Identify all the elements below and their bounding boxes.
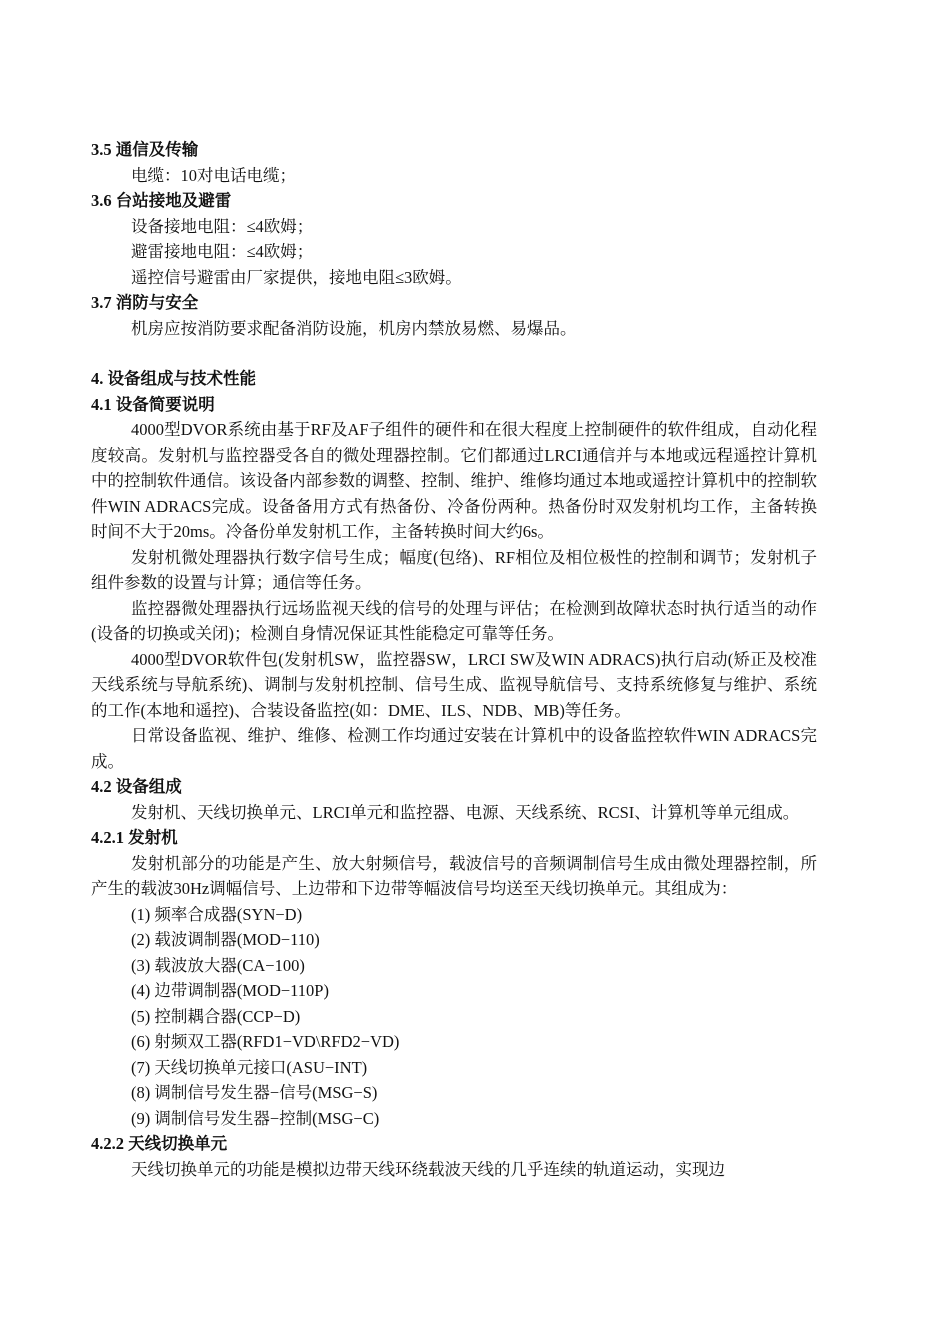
text-line: 避雷接地电阻：≤4欧姆； <box>131 242 314 261</box>
list-item: (9) 调制信号发生器−控制(MSG−C) <box>131 1108 380 1128</box>
document-page <box>91 137 817 1182</box>
list-item: (4) 边带调制器(MOD−110P) <box>131 981 329 1000</box>
section-heading-3-5: 3.5 通信及传输 <box>91 140 199 159</box>
section-heading-4-1: 4.1 设备简要说明 <box>91 394 215 414</box>
paragraph: 4000型DVOR软件包(发射机SW，监控器SW，LRCI SW及WIN ADRACS)执行启动(矫正及校准天线系统与导航系统)、调制与发射机控制、信号生成、监视导航信号、支持系统修复与维护、系统的工作(本地和遥控)、合装设备监控(如：DME、ILS、NDB、MB)等任务。 <box>91 649 817 720</box>
list-item: (2) 载波调制器(MOD−110) <box>131 930 320 949</box>
text-line: 电缆：10对电话电缆； <box>131 165 296 185</box>
text-line: 设备接地电阻：≤4欧姆； <box>131 216 314 236</box>
paragraph: 4000型DVOR系统由基于RF及AF子组件的硬件和在很大程度上控制硬件的软件组成，自动化程度较高。发射机与监控器受各自的微处理器控制。它们都通过LRCI通信并与本地或远程遥控计算机中的控制软件通信。该设备内部参数的调整、控制、维护、维修均通过本地或遥控计算机中的控制软件WIN ADRACS完成。设备备用方式有热备份、冷备份两种。热备份时双发射机均工作，主备转换时间不大于20ms。冷备份单发射机工作，主备转换时间大约6s。 <box>91 420 817 541</box>
paragraph: 发射机、天线切换单元、LRCI单元和监控器、电源、天线系统、RCSI、计算机等单元组成。 <box>131 802 800 822</box>
list-item: (8) 调制信号发生器−信号(MSG−S) <box>131 1083 378 1102</box>
paragraph: 监控器微处理器执行远场监视天线的信号的处理与评估；在检测到故障状态时执行适当的动作(设备的切换或关闭)；检测自身情况保证其性能稳定可靠等任务。 <box>91 598 817 643</box>
paragraph: 天线切换单元的功能是模拟边带天线环绕载波天线的几乎连续的轨道运动，实现边 <box>131 1159 725 1179</box>
text-line: 机房应按消防要求配备消防设施，机房内禁放易燃、易爆品。 <box>131 318 577 338</box>
section-heading-4-2: 4.2 设备组成 <box>91 777 182 796</box>
component-list <box>91 902 817 1132</box>
list-item: (1) 频率合成器(SYN−D) <box>131 904 303 924</box>
paragraph: 发射机部分的功能是产生、放大射频信号，载波信号的音频调制信号生成由微处理器控制，所产生的载波30Hz调幅信号、上边带和下边带等幅波信号均送至天线切换单元。其组成为： <box>91 853 817 898</box>
section-heading-3-6: 3.6 台站接地及避雷 <box>91 191 232 210</box>
spacer <box>91 341 817 366</box>
paragraph: 日常设备监视、维护、维修、检测工作均通过安装在计算机中的设备监控软件WIN ADRACS完成。 <box>91 726 817 771</box>
section-heading-3-7: 3.7 消防与安全 <box>91 293 199 312</box>
section-heading-4: 4. 设备组成与技术性能 <box>91 369 256 388</box>
list-item: (5) 控制耦合器(CCP−D) <box>131 1006 301 1026</box>
section-heading-4-2-1: 4.2.1 发射机 <box>91 828 178 847</box>
section-heading-4-2-2: 4.2.2 天线切换单元 <box>91 1134 228 1153</box>
list-item: (7) 天线切换单元接口(ASU−INT) <box>131 1057 368 1077</box>
paragraph: 发射机微处理器执行数字信号生成；幅度(包络)、RF相位及相位极性的控制和调节；发射机子组件参数的设置与计算；通信等任务。 <box>91 547 817 592</box>
text-line: 遥控信号避雷由厂家提供，接地电阻≤3欧姆。 <box>131 267 462 287</box>
list-item: (3) 载波放大器(CA−100) <box>131 955 305 975</box>
list-item: (6) 射频双工器(RFD1−VD\RFD2−VD) <box>131 1032 400 1051</box>
